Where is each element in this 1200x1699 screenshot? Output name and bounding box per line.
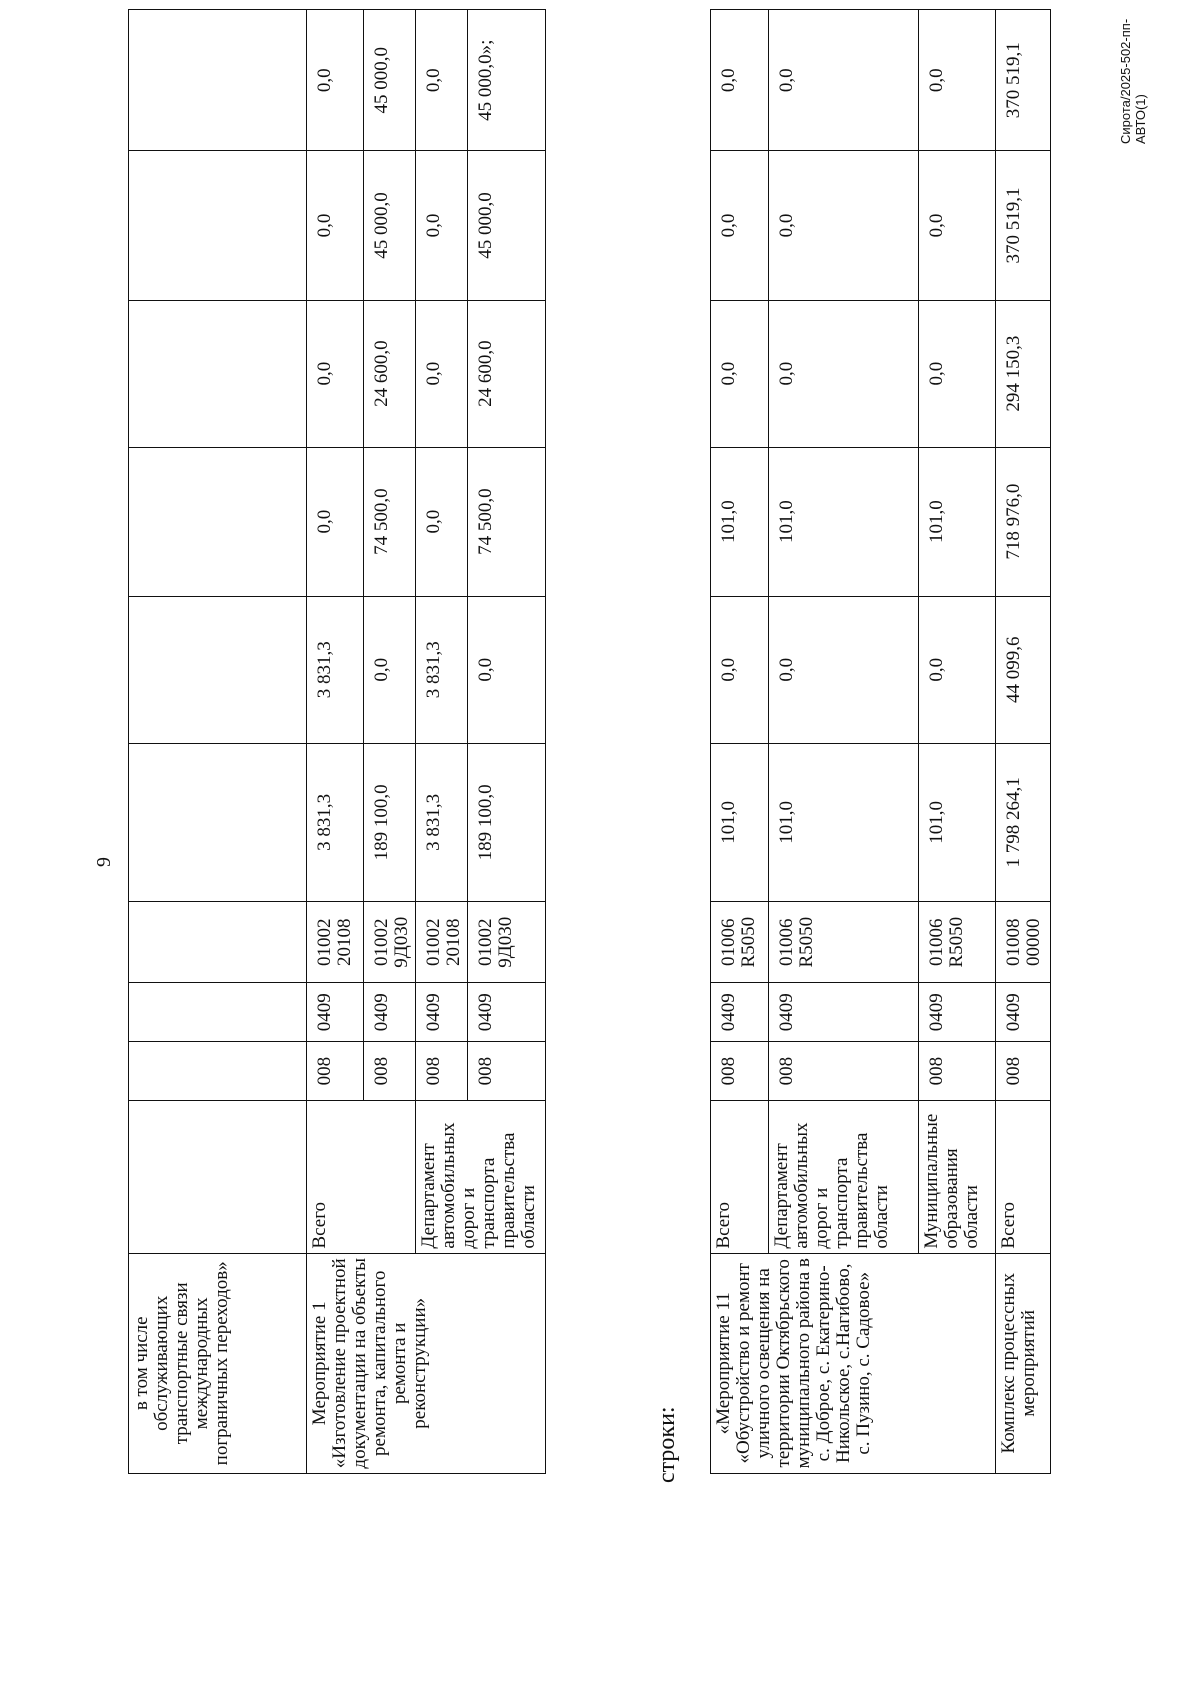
table-row: Департамент автомобильных дорог и транспорта правительства области 008 0409 01006 R5050 101,0 0,0 101,0 0,0 0,0 0,0 [769,10,919,1474]
table-row: Муниципальные образования области 008 0409 01006 R5050 101,0 0,0 101,0 0,0 0,0 0,0 [919,10,996,1474]
table-cell: в том числе обслуживающих транспортные связи международных пограничных переходов» [129,1253,307,1473]
table-row: Мероприятие 1 «Изготовление проектной документации на объекты ремонта, капитального ремонта и реконструкции» Всего 008 0409 01002 20108 3 831,3 3 831,3 0,0 0,0 0,0 0,0 [307,10,364,1474]
measure-name-cell: Мероприятие 1 «Изготовление проектной документации на объекты ремонта, капитального ремонта и реконструкции» [307,1253,546,1473]
executor-cell: Всего [996,1100,1051,1253]
kompleks-name-cell: Комплекс процессных мероприятий [996,1253,1051,1473]
table-row [129,10,307,1474]
table-row: 008 0409 01002 9Д030 189 100,0 0,0 74 500,0 24 600,0 45 000,0 45 000,0 [364,10,416,1474]
executor-cell: Департамент автомобильных дорог и транспорта правительства области [415,1100,545,1253]
document-code: Сирота/2025-502-пп-АВТО(1) [1118,18,1148,144]
table-row: Департамент автомобильных дорог и транспорта правительства области 008 0409 01002 20108 3 831,3 3 831,3 0,0 0,0 0,0 0,0 [415,10,467,1474]
executor-cell: Всего [711,1100,769,1253]
table-row: 008 0409 01002 9Д030 189 100,0 0,0 74 500,0 24 600,0 45 000,0 45 000,0»; [467,10,545,1474]
table-upper [128,9,546,1474]
page-number: 9 [93,857,115,867]
table-lower [710,9,1051,1474]
executor-cell: Департамент автомобильных дорог и транспорта правительства области [769,1100,919,1253]
rows-label: строки: [654,1406,680,1483]
table-row: Комплекс процессных мероприятий Всего 008 0409 01008 00000 1 798 264,1 44 099,6 718 976,0 294 150,3 370 519,1 370 519,1 [996,10,1051,1474]
executor-cell: Всего [307,1100,416,1253]
table-row: «Мероприятие 11 «Обустройство и ремонт уличного освещения на территории Октябрьского муниципального района в с. Доброе, с. Екатерино-Никольское, с.Нагибово, с. Пузино, с. Садовое» Всего 008 0409 01006 R5050 101,0 0,0 101,0 0,0 0,0 0,0 [711,10,769,1474]
measure-name-cell: «Мероприятие 11 «Обустройство и ремонт уличного освещения на территории Октябрьского муниципального района в с. Доброе, с. Екатерино-Никольское, с.Нагибово, с. Пузино, с. Садовое» [711,1253,996,1473]
executor-cell: Муниципальные образования области [919,1100,996,1253]
